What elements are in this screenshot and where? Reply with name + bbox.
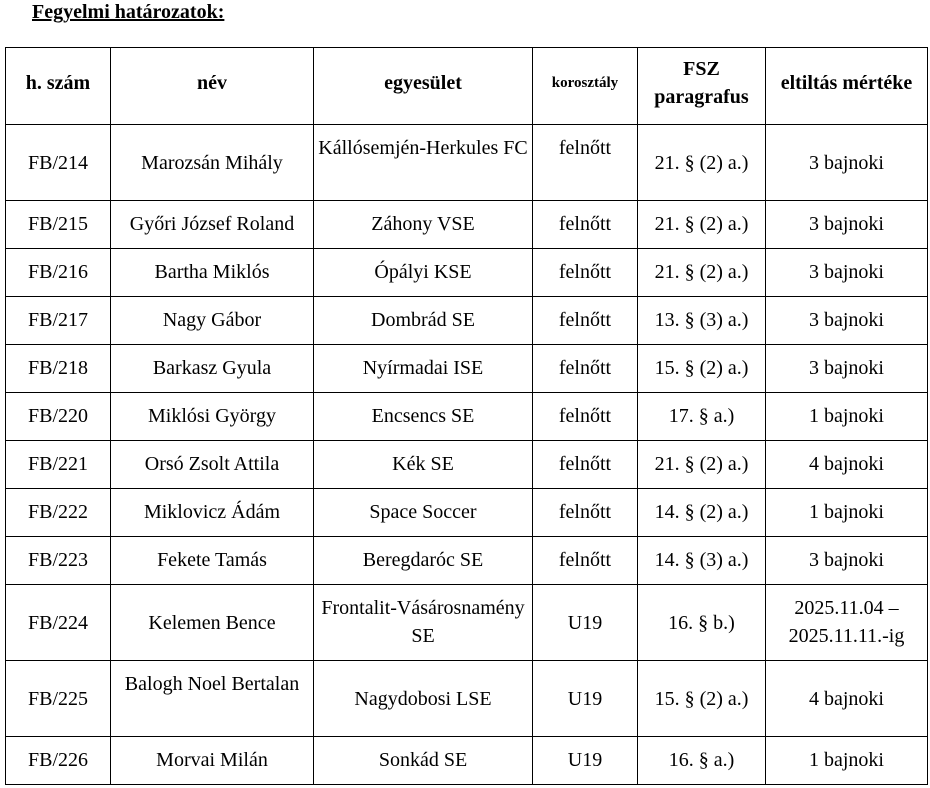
cell-egyesulet: Záhony VSE (314, 201, 533, 249)
cell-fsz: 17. § a.) (638, 393, 766, 441)
cell-hszam: FB/217 (6, 297, 111, 345)
cell-egyesulet: Beregdaróc SE (314, 537, 533, 585)
cell-egyesulet: Nyírmadai ISE (314, 345, 533, 393)
cell-eltiltas: 4 bajnoki (766, 661, 928, 737)
header-egyesulet: egyesület (314, 48, 533, 125)
cell-eltiltas: 3 bajnoki (766, 345, 928, 393)
table-row (6, 737, 928, 785)
table-header-row (6, 48, 928, 125)
cell-korosztaly: U19 (533, 737, 638, 785)
cell-nev: Miklósi György (111, 393, 314, 441)
cell-egyesulet: Encsencs SE (314, 393, 533, 441)
cell-korosztaly: felnőtt (533, 441, 638, 489)
cell-eltiltas: 3 bajnoki (766, 201, 928, 249)
cell-korosztaly: U19 (533, 661, 638, 737)
table-row (6, 585, 928, 661)
cell-nev: Morvai Milán (111, 737, 314, 785)
cell-eltiltas: 4 bajnoki (766, 441, 928, 489)
table-row (6, 393, 928, 441)
cell-egyesulet: Space Soccer (314, 489, 533, 537)
cell-hszam: FB/221 (6, 441, 111, 489)
cell-nev: Fekete Tamás (111, 537, 314, 585)
cell-fsz: 13. § (3) a.) (638, 297, 766, 345)
cell-eltiltas: 1 bajnoki (766, 393, 928, 441)
cell-fsz: 14. § (3) a.) (638, 537, 766, 585)
cell-fsz: 21. § (2) a.) (638, 201, 766, 249)
table-row (6, 249, 928, 297)
cell-nev: Nagy Gábor (111, 297, 314, 345)
cell-egyesulet: Frontalit-Vásárosnamény SE (314, 585, 533, 661)
cell-nev: Győri József Roland (111, 201, 314, 249)
cell-hszam: FB/223 (6, 537, 111, 585)
table-row (6, 441, 928, 489)
header-nev: név (111, 48, 314, 125)
cell-korosztaly: felnőtt (533, 201, 638, 249)
cell-nev: Orsó Zsolt Attila (111, 441, 314, 489)
cell-fsz: 16. § a.) (638, 737, 766, 785)
cell-korosztaly: felnőtt (533, 537, 638, 585)
table-row (6, 489, 928, 537)
cell-eltiltas: 2025.11.04 – 2025.11.11.-ig (766, 585, 928, 661)
cell-korosztaly: felnőtt (533, 345, 638, 393)
disciplinary-table (5, 47, 928, 785)
cell-hszam: FB/225 (6, 661, 111, 737)
cell-korosztaly: felnőtt (533, 125, 638, 201)
cell-fsz: 15. § (2) a.) (638, 661, 766, 737)
header-fsz: FSZ paragrafus (638, 48, 766, 125)
cell-eltiltas: 3 bajnoki (766, 537, 928, 585)
cell-korosztaly: U19 (533, 585, 638, 661)
cell-eltiltas: 3 bajnoki (766, 249, 928, 297)
cell-eltiltas: 3 bajnoki (766, 125, 928, 201)
header-korosztaly: korosztály (533, 48, 638, 125)
cell-nev: Balogh Noel Bertalan (111, 661, 314, 737)
cell-hszam: FB/226 (6, 737, 111, 785)
cell-korosztaly: felnőtt (533, 489, 638, 537)
cell-nev: Barkasz Gyula (111, 345, 314, 393)
cell-korosztaly: felnőtt (533, 297, 638, 345)
cell-fsz: 14. § (2) a.) (638, 489, 766, 537)
cell-fsz: 21. § (2) a.) (638, 249, 766, 297)
cell-hszam: FB/222 (6, 489, 111, 537)
cell-hszam: FB/214 (6, 125, 111, 201)
cell-eltiltas: 3 bajnoki (766, 297, 928, 345)
table-row (6, 201, 928, 249)
cell-hszam: FB/224 (6, 585, 111, 661)
cell-nev: Miklovicz Ádám (111, 489, 314, 537)
cell-eltiltas: 1 bajnoki (766, 489, 928, 537)
cell-nev: Marozsán Mihály (111, 125, 314, 201)
cell-egyesulet: Dombrád SE (314, 297, 533, 345)
cell-fsz: 21. § (2) a.) (638, 441, 766, 489)
cell-egyesulet: Kék SE (314, 441, 533, 489)
cell-egyesulet: Sonkád SE (314, 737, 533, 785)
table-row (6, 345, 928, 393)
cell-egyesulet: Ópályi KSE (314, 249, 533, 297)
page-title: Fegyelmi határozatok: (32, 1, 225, 23)
cell-nev: Bartha Miklós (111, 249, 314, 297)
cell-korosztaly: felnőtt (533, 393, 638, 441)
cell-hszam: FB/215 (6, 201, 111, 249)
table-row (6, 297, 928, 345)
cell-egyesulet: Nagydobosi LSE (314, 661, 533, 737)
table-row (6, 661, 928, 737)
table-row (6, 125, 928, 201)
cell-korosztaly: felnőtt (533, 249, 638, 297)
cell-eltiltas: 1 bajnoki (766, 737, 928, 785)
cell-hszam: FB/216 (6, 249, 111, 297)
cell-egyesulet: Kállósemjén-Herkules FC (314, 125, 533, 201)
cell-fsz: 21. § (2) a.) (638, 125, 766, 201)
cell-fsz: 16. § b.) (638, 585, 766, 661)
table-row (6, 537, 928, 585)
cell-hszam: FB/218 (6, 345, 111, 393)
header-eltiltas: eltiltás mértéke (766, 48, 928, 125)
cell-fsz: 15. § (2) a.) (638, 345, 766, 393)
cell-hszam: FB/220 (6, 393, 111, 441)
table-body (6, 125, 928, 785)
header-hszam: h. szám (6, 48, 111, 125)
cell-nev: Kelemen Bence (111, 585, 314, 661)
